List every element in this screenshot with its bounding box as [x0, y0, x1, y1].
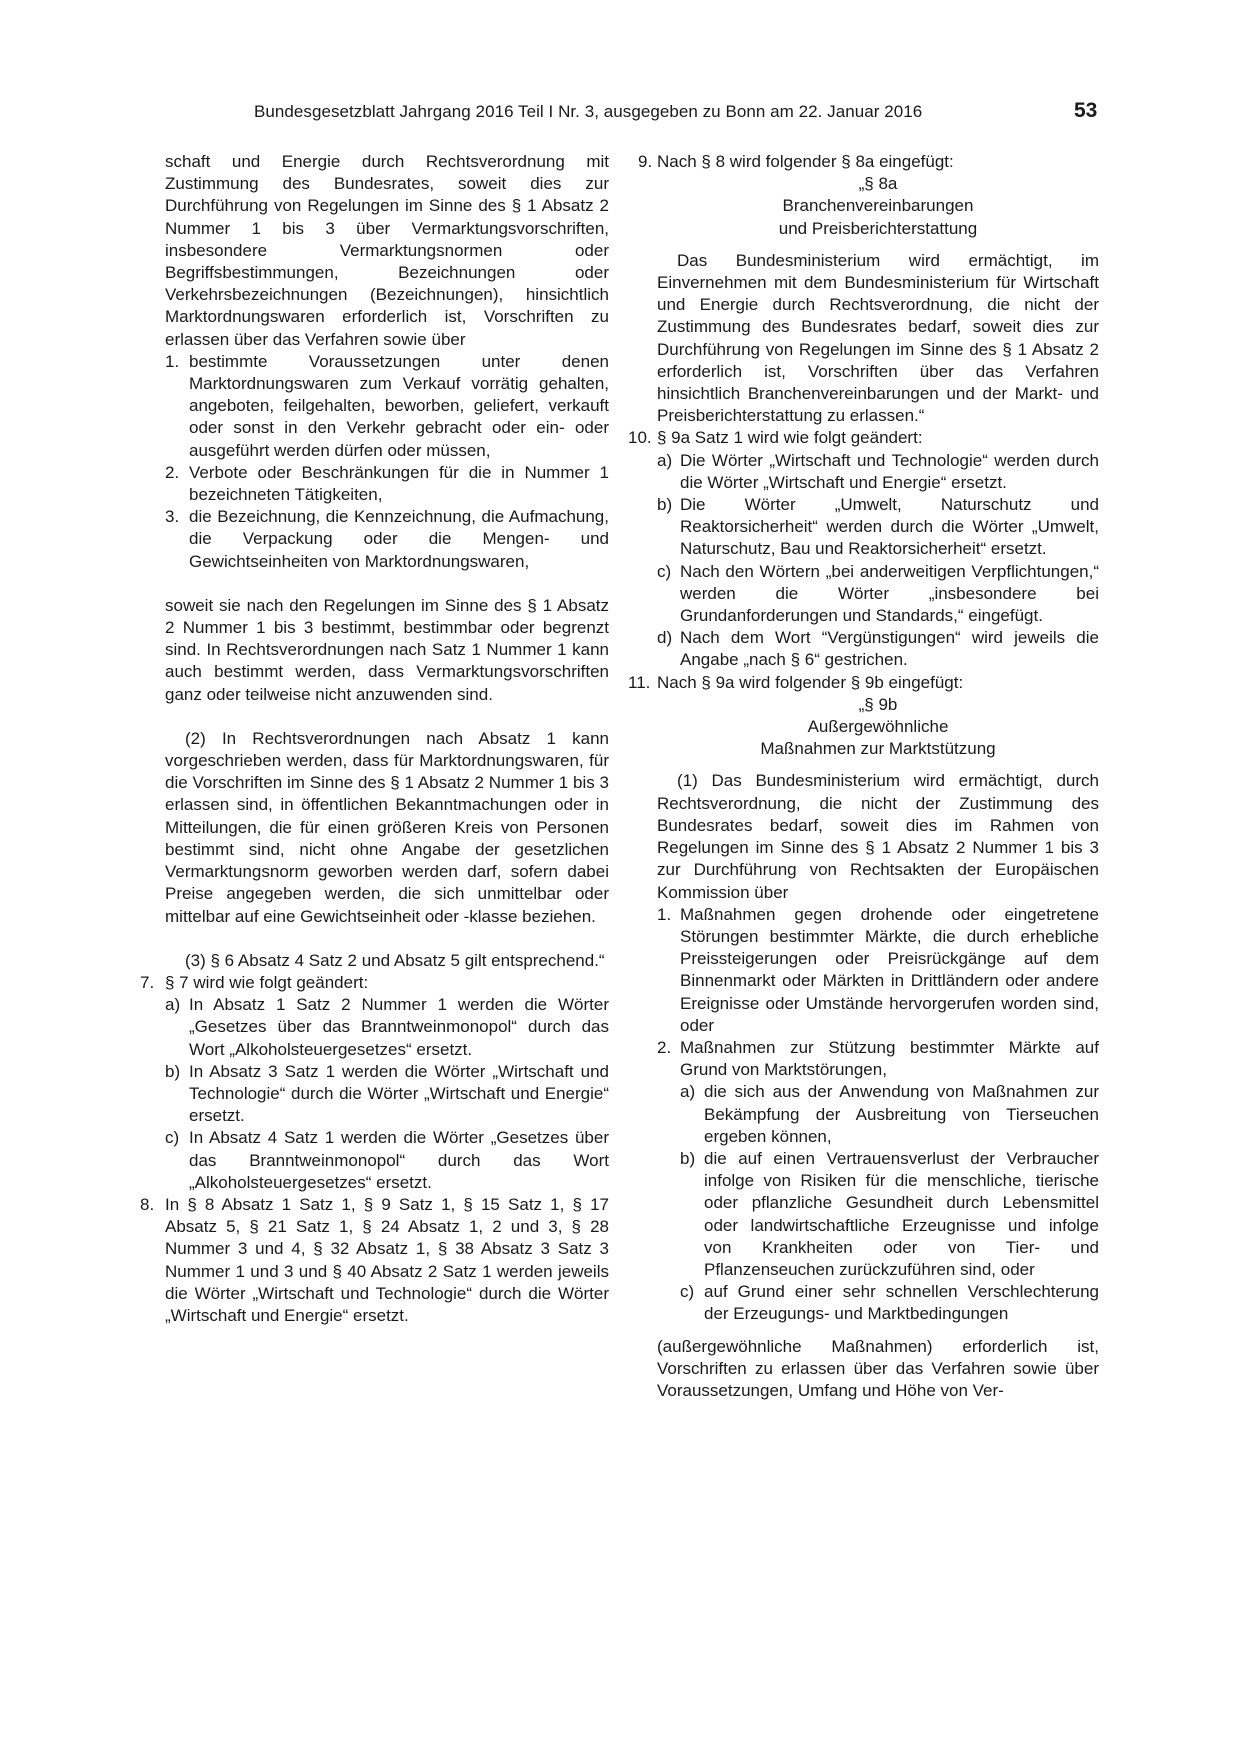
list-number: 10. [628, 428, 652, 448]
section-8a-body: Das Bundesministerium wird ermächtigt, im Einvernehmen mit dem Bundesministerium für Wirtschaft und Energie durch Rechtsverordnung, die nicht der Zustimmung des Bundesrates bedarf, soweit dies zur Durchführung von Regelungen im Sinne des § 1 Absatz 2 erforderlich ist, Vorschriften über das Verfahren hinsichtlich Branchenvereinbarungen und der Markt- und Preisberichterstattung zu erlassen.“ [657, 250, 1099, 426]
list-text: bestimmte Voraussetzungen unter denen Marktordnungswaren zum Verkauf vorrätig gehalten, angeboten, feilgehalten, beworben, geliefert, verkauft oder sonst in den Verkehr gebracht oder ein- oder ausgeführt werden dürfen oder müssen, [189, 351, 609, 460]
list-letter: c) [165, 1128, 180, 1148]
list-text: die Bezeichnung, die Kennzeichnung, die Aufmachung, die Verpackung oder die Mengen- und Gewichtseinheiten von Marktordnungswaren, [189, 507, 609, 571]
left-column [140, 151, 609, 1327]
page-number: 53 [1074, 99, 1098, 122]
section-9b-sub-a [633, 1081, 1099, 1148]
amendment-item-11 [628, 672, 1099, 694]
list-text: Verbote oder Beschränkungen für die in Nummer 1 bezeichneten Tätigkeiten, [189, 462, 609, 505]
section-9b-sub-c [633, 1281, 1099, 1325]
section-9b-sub-b [633, 1148, 1099, 1281]
list-letter: b) [165, 1061, 181, 1081]
list-letter: c) [680, 1282, 695, 1302]
section-9b-item-1 [633, 904, 1099, 1037]
list-text: Die Wörter „Umwelt, Naturschutz und Reaktorsicherheit“ werden durch die Wörter „Umwelt, Naturschutz, Bau und Reaktorsicherheit“ ersetzt. [680, 495, 1099, 559]
list-number: 7. [140, 972, 155, 992]
list-item-3 [140, 506, 609, 573]
list-text: Maßnahmen zur Stützung bestimmter Märkte auf Grund von Marktstörungen, [680, 1037, 1099, 1080]
list-item-1 [140, 351, 609, 462]
amendment-item-10 [628, 427, 1099, 449]
list-text: Maßnahmen gegen drohende oder eingetretene Störungen bestimmter Märkte, die durch erhebliche Preissteigerungen oder Preisrückgänge auf dem Binnenmarkt oder Märkten in Drittländern oder andere Ereignisse oder Umstände hervorgerufen worden sind, oder [680, 904, 1099, 1035]
section-9b-item-2 [633, 1037, 1099, 1081]
amendment-item-7 [140, 972, 609, 994]
list-text: In Absatz 1 Satz 2 Nummer 1 werden die Wörter „Gesetzes über das Branntweinmonopol“ durch das Wort „Alkoholsteuergesetzes“ ersetzt. [189, 995, 609, 1059]
list-letter: a) [165, 995, 181, 1015]
list-text: Nach dem Wort “Vergünstigungen“ wird jeweils die Angabe „nach § 6“ gestrichen. [680, 628, 1099, 670]
list-text: In § 8 Absatz 1 Satz 1, § 9 Satz 1, § 15 Satz 1, § 17 Absatz 5, § 21 Satz 1, § 24 Absatz 1, 2 und 3, § 28 Nummer 3 und 4, § 32 Absatz 1, § 38 Absatz 3 Satz 3 Nummer 1 und 3 und § 40 Absatz 2 Satz 1 werden jeweils die Wörter „Wirtschaft und Technologie“ durch die Wörter „Wirtschaft und Energie“ ersetzt. [165, 1194, 609, 1325]
section-9b-title-line-1: Außergewöhnliche [807, 717, 949, 737]
section-8a-title-line-2: und Preisberichterstattung [778, 218, 978, 238]
paragraph-absatz-2: (2) In Rechtsverordnungen nach Absatz 1 kann vorgeschrieben werden, dass für Marktordnungswaren, für die Vorschriften im Sinne des § 1 Absatz 2 Nummer 1 bis 3 erlassen sind, in öffentlichen Bekanntmachungen oder in Mitteilungen, die für einen größeren Kreis von Personen bestimmt sind, nicht ohne Angabe der gesetzlichen Vermarktungsnorm geworben werden darf, sofern dabei Preise angegeben werden, die sich unmittelbar oder mittelbar auf eine Gewichtseinheit oder -klasse beziehen. [165, 728, 609, 926]
right-column [628, 151, 1099, 1402]
list-text: Die Wörter „Wirtschaft und Technologie“ werden durch die Wörter „Wirtschaft und Energie“ ersetzt. [680, 450, 1099, 492]
list-number: 2. [165, 462, 180, 482]
list-number: 1. [165, 351, 180, 371]
list-text: die sich aus der Anwendung von Maßnahmen zur Bekämpfung der Ausbreitung von Tierseuchen ergeben können, [704, 1082, 1099, 1146]
list-number: 9. [638, 152, 653, 171]
section-9b-title-line-2: Maßnahmen zur Marktstützung [760, 739, 996, 759]
list-number: 11. [628, 672, 651, 692]
list-letter: d) [657, 628, 673, 648]
list-text: auf Grund einer sehr schnellen Verschlechterung der Erzeugungs- und Marktbedingungen [704, 1282, 1099, 1324]
paragraph-intro: schaft und Energie durch Rechtsverordnung mit Zustimmung des Bundesrates, soweit dies zur Durchführung von Regelungen im Sinne des § 1 Absatz 2 Nummer 1 bis 3 über Vermarktungsvorschriften, insbesondere Vermarktungsnormen oder Begriffsbestimmungen, Bezeichnungen oder Verkehrsbezeichnungen (Bezeichnungen), hinsichtlich Marktordnungswaren erforderlich ist, Vorschriften zu erlassen über das Verfahren sowie über [165, 152, 609, 349]
list-item-2 [140, 462, 609, 506]
list-number: 8. [140, 1194, 155, 1214]
amendment-item-9 [633, 151, 1099, 173]
list-text: § 7 wird wie folgt geändert: [165, 972, 369, 992]
list-letter: a) [680, 1082, 696, 1102]
list-text: Nach § 9a wird folgender § 9b eingefügt: [657, 672, 964, 692]
list-letter: b) [657, 495, 673, 515]
list-text: Nach § 8 wird folgender § 8a eingefügt: [657, 152, 954, 171]
section-9b-closing: (außergewöhnliche Maßnahmen) erforderlich ist, Vorschriften zu erlassen über das Verfahren sowie über Voraussetzungen, Umfang und Höhe von Ver- [657, 1336, 1099, 1400]
sub-item-7c [140, 1127, 609, 1194]
section-9b-body: (1) Das Bundesministerium wird ermächtigt, durch Rechtsverordnung, die nicht der Zustimmung des Bundesrates bedarf, soweit dies im Rahmen von Regelungen im Sinne des § 1 Absatz 2 Nummer 1 bis 3 zur Durchführung von Rechtsakten der Europäischen Kommission über [657, 771, 1099, 902]
running-header: Bundesgesetzblatt Jahrgang 2016 Teil I Nr. 3, ausgegeben zu Bonn am 22. Januar 2016 [254, 102, 923, 121]
list-number: 2. [657, 1037, 672, 1057]
paragraph-soweit: soweit sie nach den Regelungen im Sinne des § 1 Absatz 2 Nummer 1 bis 3 bestimmt, bestimmbar oder begrenzt sind. In Rechtsverordnungen nach Satz 1 Nummer 1 kann auch bestimmt werden, dass Vermarktungsvorschriften ganz oder teilweise nicht anzuwenden sind. [165, 595, 609, 704]
section-9b-label: „§ 9b [858, 694, 898, 714]
paragraph-absatz-3: (3) § 6 Absatz 4 Satz 2 und Absatz 5 gilt entsprechend.“ [185, 950, 605, 970]
sub-item-10b [633, 494, 1099, 561]
list-text: Nach den Wörtern „bei anderweitigen Verpflichtungen,“ werden die Wörter „insbesondere bei Grundanforderungen und Standards,“ eingefügt. [680, 561, 1099, 626]
sub-item-10c [633, 561, 1099, 628]
sub-item-7a [140, 994, 609, 1061]
list-text: In Absatz 4 Satz 1 werden die Wörter „Gesetzes über das Branntweinmonopol“ durch das Wort „Alkoholsteuergesetzes“ ersetzt. [189, 1128, 609, 1192]
list-number: 3. [165, 507, 180, 527]
section-8a-label: „§ 8a [858, 174, 898, 194]
list-letter: a) [657, 450, 673, 470]
page-header [0, 100, 1241, 130]
sub-item-10d [633, 627, 1099, 671]
list-text: die auf einen Vertrauensverlust der Verbraucher infolge von Risiken für die menschliche, tierische oder pflanzliche Gesundheit durch Lebensmittel oder landwirtschaftliche Erzeugnisse und infolge von Krankheiten oder von Tier- und Pflanzenseuchen zurückzuführen sind, oder [704, 1148, 1099, 1279]
list-letter: b) [680, 1148, 696, 1168]
amendment-item-8 [140, 1194, 609, 1327]
list-letter: c) [657, 561, 672, 581]
section-8a-title-line-1: Branchenvereinbarungen [782, 196, 974, 216]
sub-item-7b [140, 1061, 609, 1128]
list-text: In Absatz 3 Satz 1 werden die Wörter „Wirtschaft und Technologie“ durch die Wörter „Wirtschaft und Energie“ ersetzt. [189, 1061, 609, 1126]
sub-item-10a [633, 450, 1099, 494]
list-text: § 9a Satz 1 wird wie folgt geändert: [657, 428, 923, 448]
list-number: 1. [657, 904, 672, 924]
